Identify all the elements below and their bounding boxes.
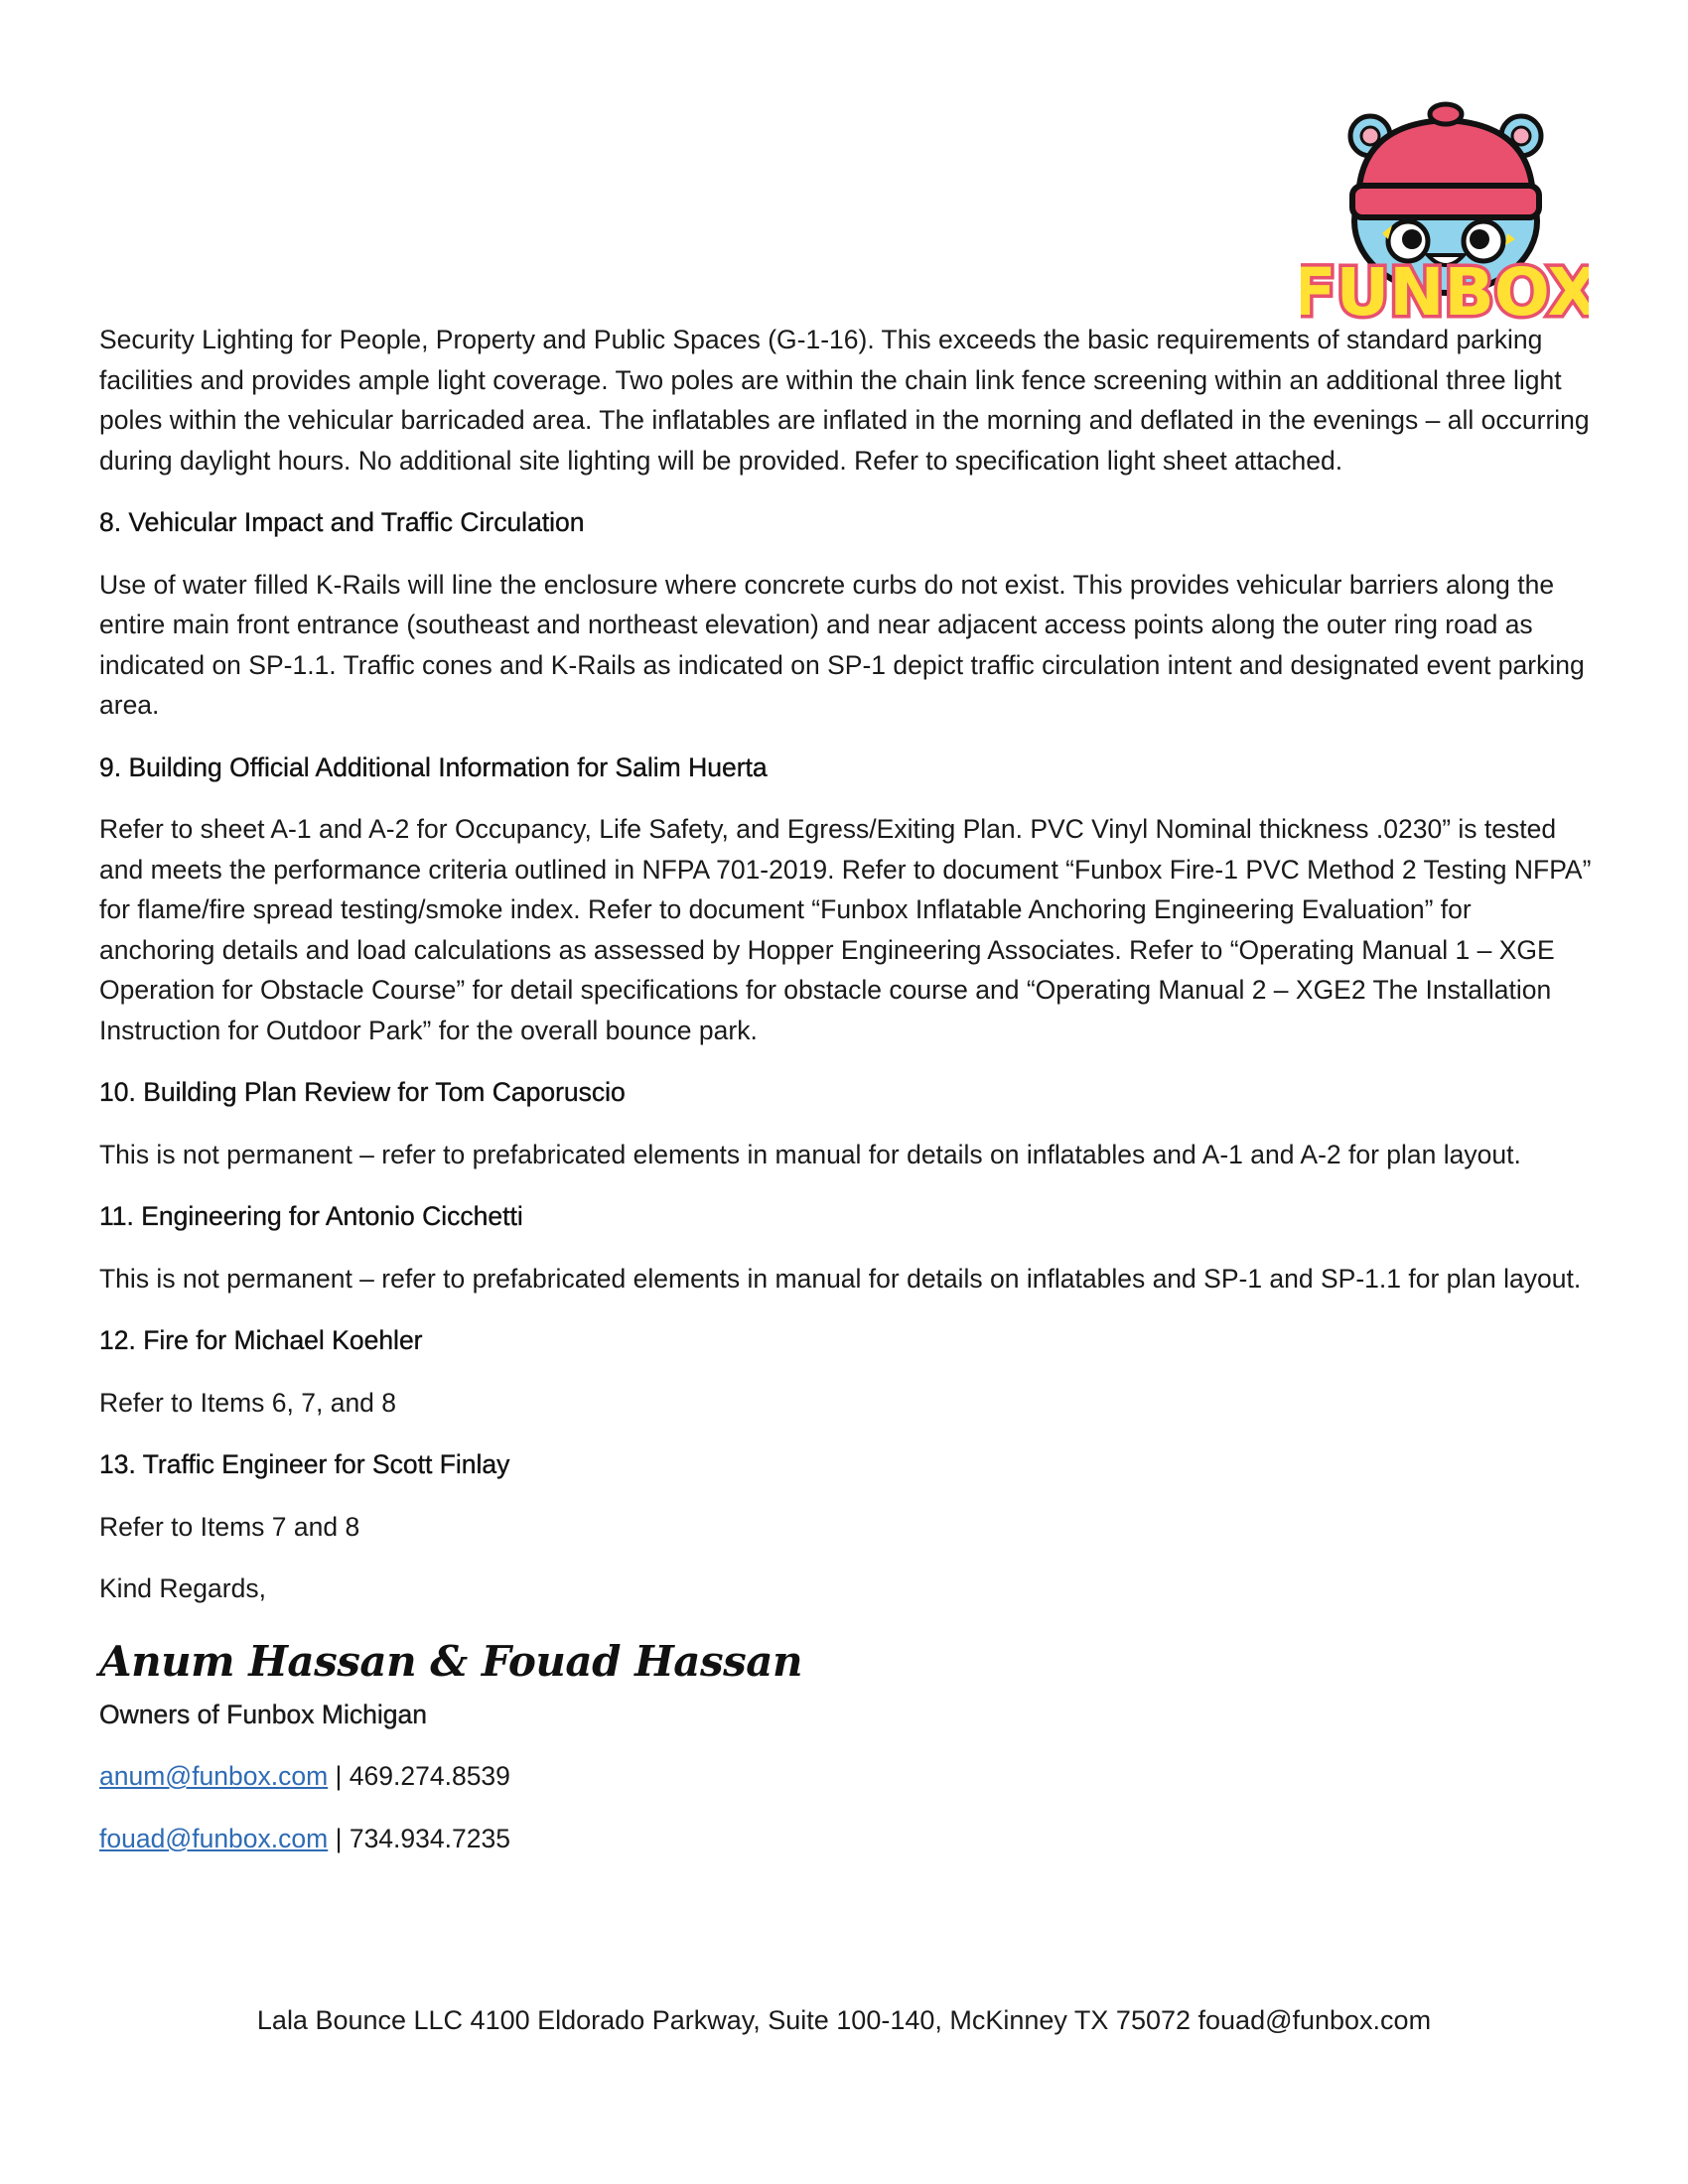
contact-separator: | <box>328 1761 350 1791</box>
section-12-heading: 12. Fire for Michael Koehler <box>99 1325 423 1355</box>
owners-title: Owners of Funbox Michigan <box>99 1699 427 1729</box>
section-12-body: Refer to Items 6, 7, and 8 <box>99 1387 397 1418</box>
section-9-heading: 9. Building Official Additional Information for Salim Huerta <box>99 751 768 782</box>
contact-line-anum <box>99 1756 1594 1797</box>
logo-text: FUNBOX <box>1301 254 1589 328</box>
section-11-body: This is not permanent – refer to prefabricated elements in manual for details on inflatables and SP-1 and SP-1.1 for plan layout. <box>99 1263 1582 1294</box>
email-link-anum[interactable]: anum@funbox.com <box>99 1761 329 1791</box>
closing-regards: Kind Regards, <box>99 1573 266 1603</box>
section-9-body: Refer to sheet A-1 and A-2 for Occupancy, Life Safety, and Egress/Exiting Plan. PVC Vinyl Nominal thickness .0230” is tested and meets the performance criteria outlined in NFPA 701-2019. Refer to document “Funbox Fire-1 PVC Method 2 Testing NFPA” for flame/fire spread testing/smoke index. Refer to document “Funbox Inflatable Anchoring Engineering Evaluation” for anchoring details and load calculations as assessed by Hopper Engineering Associates. Refer to “Operating Manual 1 – XGE Operation for Obstacle Course” for detail specifications for obstacle course and “Operating Manual 2 – XGE2 The Installation Instruction for Outdoor Park” for the overall bounce park. <box>99 814 1592 1045</box>
phone-number-anum: 469.274.8539 <box>349 1761 510 1791</box>
email-link-fouad[interactable]: fouad@funbox.com <box>99 1823 329 1853</box>
section-13-body: Refer to Items 7 and 8 <box>99 1511 360 1542</box>
phone-number-fouad: 734.934.7235 <box>349 1823 510 1853</box>
section-11-heading: 11. Engineering for Antonio Cicchetti <box>99 1201 523 1231</box>
section-8-heading: 8. Vehicular Impact and Traffic Circulation <box>99 507 585 537</box>
contact-separator: | <box>328 1823 350 1853</box>
section-8-body: Use of water filled K-Rails will line the enclosure where concrete curbs do not exist. This provides vehicular barriers along the entire main front entrance (southeast and northeast elevation) and near adjacent access points along the outer ring road as indicated on SP-1.1. Traffic cones and K-Rails as indicated on SP-1 depict traffic circulation intent and designated event parking area. <box>99 569 1585 720</box>
section-13-heading: 13. Traffic Engineer for Scott Finlay <box>99 1449 510 1479</box>
lighting-paragraph: Security Lighting for People, Property and Public Spaces (G-1-16). This exceeds the basic requirements of standard parking facilities and provides ample light coverage. Two poles are within the chain link fence screening within an additional three light poles within the vehicular barricaded area. The inflatables are inflated in the morning and deflated in the evenings – all occurring during daylight hours. No additional site lighting will be provided. Refer to specification light sheet attached. <box>99 325 1590 476</box>
funbox-mascot-icon <box>1301 94 1589 328</box>
section-10-body: This is not permanent – refer to prefabricated elements in manual for details on inflatables and A-1 and A-2 for plan layout. <box>99 1139 1521 1169</box>
contact-line-fouad <box>99 1819 1594 1859</box>
letter-body <box>99 320 1594 1880</box>
page-footer: Lala Bounce LLC 4100 Eldorado Parkway, Suite 100-140, McKinney TX 75072 fouad@funbox.com <box>256 2005 1432 2035</box>
section-10-heading: 10. Building Plan Review for Tom Caporuscio <box>99 1077 626 1107</box>
funbox-logo <box>1301 94 1589 328</box>
handwritten-signature: Anum Hassan & Fouad Hassan <box>99 1636 803 1686</box>
